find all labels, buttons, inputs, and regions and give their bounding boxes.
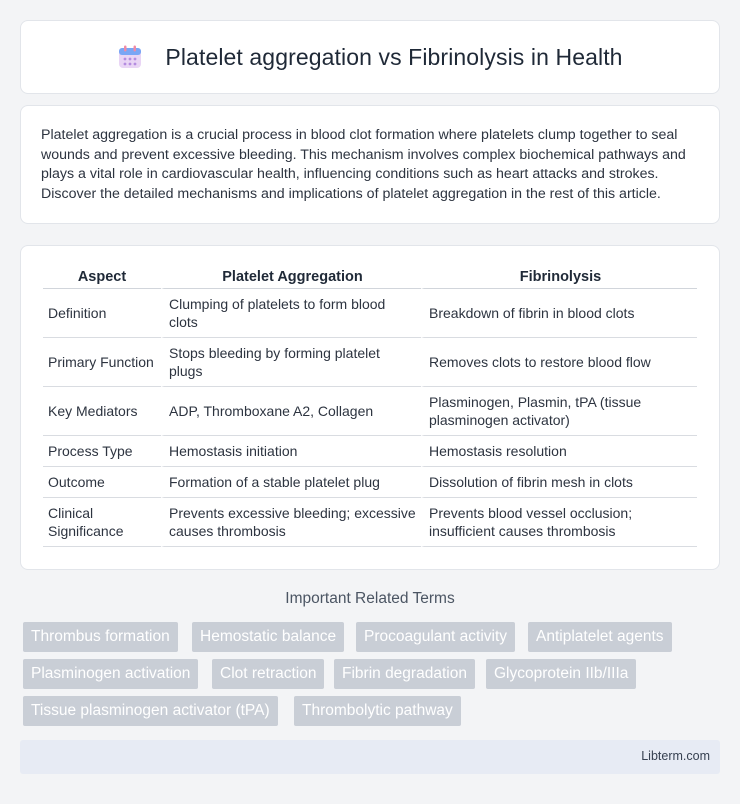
table-cell: Removes clots to restore blood flow <box>421 338 697 387</box>
footer-brand[interactable]: Libterm.com <box>641 749 710 763</box>
table-cell: Breakdown of fibrin in blood clots <box>421 289 697 338</box>
page-title: Platelet aggregation vs Fibrinolysis in Health <box>165 43 623 70</box>
table-cell: Definition <box>43 289 161 338</box>
table-row <box>43 467 697 498</box>
related-term-tag[interactable]: Glycoprotein IIb/IIIa <box>486 659 636 689</box>
table-cell: Outcome <box>43 467 161 498</box>
footer <box>20 740 720 774</box>
related-term-tag[interactable]: Plasminogen activation <box>23 659 198 689</box>
related-term-tag[interactable]: Antiplatelet agents <box>528 622 672 652</box>
related-term-tag[interactable]: Clot retraction <box>212 659 324 689</box>
related-term-tag[interactable]: Thrombolytic pathway <box>294 696 461 726</box>
table-row <box>43 338 697 387</box>
table-cell: ADP, Thromboxane A2, Collagen <box>161 387 421 436</box>
comparison-card <box>20 245 720 570</box>
table-cell: Clinical Significance <box>43 498 161 547</box>
related-term-tag[interactable]: Tissue plasminogen activator (tPA) <box>23 696 278 726</box>
table-cell: Hemostasis resolution <box>421 436 697 467</box>
table-cell: Primary Function <box>43 338 161 387</box>
header-aspect: Aspect <box>43 266 161 289</box>
table-cell: Plasminogen, Plasmin, tPA (tissue plasminogen activator) <box>421 387 697 436</box>
title-card <box>20 20 720 94</box>
comparison-table <box>43 266 697 547</box>
table-cell: Dissolution of fibrin mesh in clots <box>421 467 697 498</box>
table-cell: Prevents blood vessel occlusion; insufficient causes thrombosis <box>421 498 697 547</box>
calendar-icon <box>117 44 143 70</box>
related-term-tag[interactable]: Thrombus formation <box>23 622 178 652</box>
table-cell: Process Type <box>43 436 161 467</box>
related-term-tag[interactable]: Hemostatic balance <box>192 622 344 652</box>
header-platelet-aggregation: Platelet Aggregation <box>161 266 421 289</box>
table-cell: Prevents excessive bleeding; excessive causes thrombosis <box>161 498 421 547</box>
header-fibrinolysis: Fibrinolysis <box>421 266 697 289</box>
table-header-row <box>43 266 697 289</box>
intro-text: Platelet aggregation is a crucial process in blood clot formation where platelets clump together to seal wounds and prevent excessive bleeding. This mechanism involves complex biochemical pathways and plays a vital role in cardiovascular health, influencing conditions such as heart attacks and strokes. Discover the detailed mechanisms and implications of platelet aggregation in the rest of this article. <box>41 127 686 202</box>
related-term-tag[interactable]: Procoagulant activity <box>356 622 515 652</box>
table-cell: Stops bleeding by forming platelet plugs <box>161 338 421 387</box>
intro-card <box>20 105 720 224</box>
table-cell: Key Mediators <box>43 387 161 436</box>
table-row <box>43 289 697 338</box>
table-cell: Hemostasis initiation <box>161 436 421 467</box>
related-terms-title: Important Related Terms <box>285 590 455 607</box>
table-row <box>43 387 697 436</box>
table-cell: Clumping of platelets to form blood clots <box>161 289 421 338</box>
table-cell: Formation of a stable platelet plug <box>161 467 421 498</box>
table-row <box>43 436 697 467</box>
related-term-tag[interactable]: Fibrin degradation <box>334 659 475 689</box>
table-row <box>43 498 697 547</box>
